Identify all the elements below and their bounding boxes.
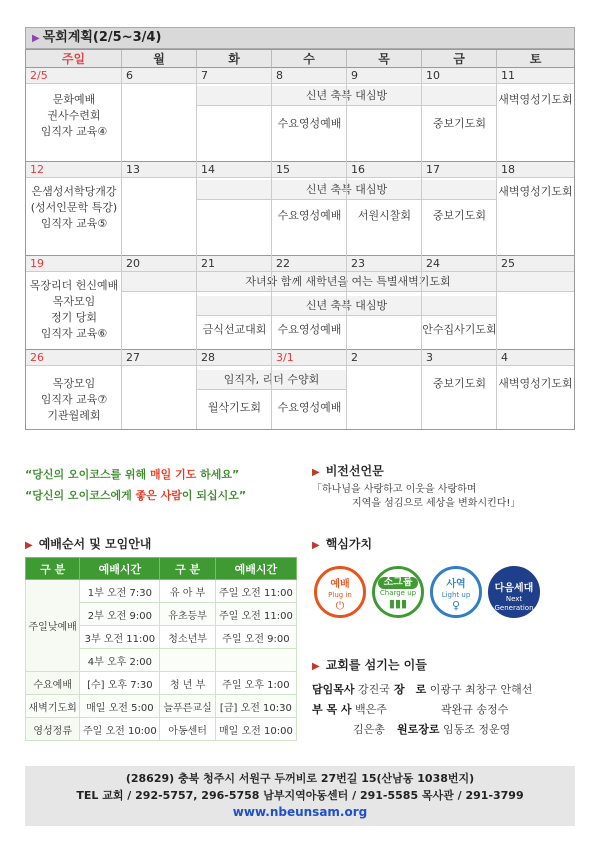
sunday-event: 임직자 교육⑤ [40, 217, 108, 230]
sunday-event: 문화예배 [52, 93, 96, 106]
date-cell: 14 [197, 162, 272, 178]
core-value-next-generation [488, 566, 540, 618]
date-cell: 17 [422, 162, 497, 178]
table-cell: 주일 오전 11:00 [215, 603, 296, 626]
calendar-title-bar [25, 27, 575, 49]
quote-line-1 [25, 466, 239, 482]
sunday-event: 권사수련회 [47, 109, 101, 122]
table-cell: [수] 오후 7:30 [80, 672, 160, 695]
sunday-event: 정기 당회 [50, 311, 97, 324]
plug-icon: ⏻ [335, 599, 345, 612]
day-header-fri: 금 [422, 50, 497, 68]
date-cell: 2 [347, 350, 422, 366]
date-cell: 18 [497, 162, 574, 178]
saturday-event: 새벽영성기도회 [498, 377, 573, 390]
column-divider [197, 68, 272, 429]
table-row [26, 718, 297, 741]
date-cell: 3 [422, 350, 497, 366]
vision-line: 「하나님을 사랑하고 이웃을 사랑하며 [312, 484, 477, 495]
date-cell: 25 [497, 256, 574, 272]
table-cell [160, 649, 215, 672]
table-cell: 주일 오전 9:00 [215, 626, 296, 649]
person-name: 강진국 [358, 683, 390, 696]
sunday-event: 기관월례회 [47, 409, 101, 422]
table-row [26, 672, 297, 695]
quote-text: “당신의 오이코스에게 [25, 489, 136, 502]
core-values-header [312, 535, 372, 552]
role-label: 장 로 [394, 683, 427, 696]
quote-text: 이 되십시오” [181, 489, 247, 502]
date-cell: 3/1 [272, 350, 347, 366]
table-cell: 유 아 부 [160, 580, 215, 603]
sunday-event: 임직자 교육④ [40, 125, 108, 138]
event-band: 자녀와 함께 새학년을 여는 특별새벽기도회 [122, 272, 574, 292]
person-name: 곽완규 송정수 [441, 703, 509, 716]
table-cell: 3부 오전 11:00 [80, 626, 160, 649]
date-cell: 19 [26, 256, 122, 272]
date-cell: 6 [122, 68, 197, 84]
triangle-bullet-icon: ▶ [32, 33, 40, 44]
wednesday-event: 수요영성예배 [277, 117, 342, 130]
person-name: 김은총 [353, 723, 385, 736]
date-cell: 24 [422, 256, 497, 272]
schedule-table [25, 557, 297, 741]
table-row [26, 580, 297, 603]
date-cell: 27 [122, 350, 197, 366]
date-cell: 13 [122, 162, 197, 178]
table-cell: 새벽기도회 [26, 695, 80, 718]
vision-line: 지역을 섬김으로 세상을 변화시킨다!」 [352, 498, 521, 509]
wednesday-event: 수요영성예배 [277, 323, 342, 336]
person-name: 임동조 정운영 [443, 723, 511, 736]
core-values-title: 핵심가치 [325, 537, 373, 551]
triangle-bullet-icon: ▶ [25, 540, 33, 551]
tuesday-event: 월삭기도회 [207, 401, 262, 414]
column-header: 구 분 [160, 558, 215, 580]
event-band: 임직자, 리더 수양회 [197, 370, 347, 390]
table-cell: 청소년부 [160, 626, 215, 649]
table-cell: 주일 오전 10:00 [80, 718, 160, 741]
table-cell: 영성정류 [26, 718, 80, 741]
vision-title: 비전선언문 [325, 464, 384, 478]
date-cell: 28 [197, 350, 272, 366]
wednesday-event: 수요영성예배 [277, 401, 342, 414]
person-name: 이광구 최창구 안해선 [429, 683, 533, 696]
date-cell: 22 [272, 256, 347, 272]
column-divider [122, 68, 197, 429]
column-divider [272, 68, 347, 429]
sunday-event: 목장모임 [52, 377, 96, 390]
date-cell: 8 [272, 68, 347, 84]
table-cell: 유초등부 [160, 603, 215, 626]
table-cell: 늘푸른교실 [160, 695, 215, 718]
day-header-thu: 목 [347, 50, 422, 68]
vision-header [312, 462, 384, 479]
core-value-label: 소그룹 [378, 577, 418, 589]
core-value-subtitle: Next Generation [494, 595, 534, 612]
quote-line-2 [25, 487, 246, 503]
saturday-event: 새벽영성기도회 [498, 93, 573, 106]
quote-text: “당신의 오이코스를 위해 [25, 468, 150, 481]
date-cell: 21 [197, 256, 272, 272]
date-cell: 11 [497, 68, 574, 84]
core-value-label: 예배 [330, 579, 350, 590]
date-cell: 4 [497, 350, 574, 366]
table-cell: 매일 오전 10:00 [215, 718, 296, 741]
triangle-bullet-icon: ▶ [312, 540, 320, 551]
column-header: 예배시간 [80, 558, 160, 580]
quote-highlight: 좋은 사람 [135, 489, 182, 502]
servants-title: 교회를 섬기는 이들 [325, 658, 427, 672]
triangle-bullet-icon: ▶ [312, 467, 320, 478]
date-cell: 26 [26, 350, 122, 366]
table-cell: 매일 오전 5:00 [80, 695, 160, 718]
servants-header [312, 656, 427, 673]
column-header: 구 분 [26, 558, 80, 580]
table-cell: 주일 오전 11:00 [215, 580, 296, 603]
date-cell: 2/5 [26, 68, 122, 84]
core-value-label: 다음세대 [494, 583, 534, 594]
role-label: 원로장로 [397, 723, 440, 736]
table-row [26, 695, 297, 718]
date-cell: 12 [26, 162, 122, 178]
friday-event: 안수집사기도회 [422, 323, 497, 336]
event-band: 신년 축복 대심방 [197, 296, 497, 316]
triangle-bullet-icon: ▶ [312, 661, 320, 672]
core-value-label: 사역 [446, 579, 466, 590]
table-cell: 2부 오전 9:00 [80, 603, 160, 626]
wednesday-event: 수요영성예배 [277, 209, 342, 222]
column-divider [26, 68, 122, 429]
core-value-subtitle: Charge up [379, 589, 417, 597]
column-divider [422, 68, 497, 429]
date-cell: 10 [422, 68, 497, 84]
saturday-event: 새벽영성기도회 [498, 185, 573, 198]
table-cell [215, 649, 296, 672]
senior-pastor [312, 681, 390, 697]
column-header: 예배시간 [215, 558, 296, 580]
footer-address: (28629) 충북 청주시 서원구 두꺼비로 27번길 15(산남동 1038번지) [125, 772, 475, 785]
table-cell: 아동센터 [160, 718, 215, 741]
day-header-sat: 토 [497, 50, 574, 68]
sunday-event: 은샘성서학당개강 [31, 185, 117, 198]
footer-website-link[interactable]: www.nbeunsam.org [232, 805, 368, 819]
associate-pastor [312, 701, 387, 717]
sunday-event: 목자모임 [52, 295, 96, 308]
core-value-subtitle: Light up [441, 591, 471, 599]
sunday-event: 목장리더 헌신예배 [29, 279, 119, 292]
person-name: 백은주 [355, 703, 387, 716]
core-value-worship [314, 566, 366, 618]
tuesday-event: 금식선교대회 [202, 323, 267, 336]
table-cell: [금] 오전 10:30 [215, 695, 296, 718]
core-value-subtitle: Plug in [328, 591, 352, 599]
quote-text: 하세요” [196, 468, 240, 481]
role-label: 부 목 사 [312, 703, 352, 716]
core-value-smallgroup [372, 566, 424, 618]
core-value-ministry [430, 566, 482, 618]
event-band: 신년 축복 대심방 [197, 180, 497, 200]
sunday-event: 임직자 교육⑦ [40, 393, 108, 406]
day-header-mon: 월 [122, 50, 197, 68]
calendar-title: 목회계획(2/5~3/4) [42, 30, 162, 45]
quote-highlight: 매일 기도 [149, 468, 197, 481]
table-cell: 1부 오전 7:30 [80, 580, 160, 603]
footer [25, 766, 575, 826]
date-cell: 23 [347, 256, 422, 272]
table-cell: 4부 오후 2:00 [80, 649, 160, 672]
date-cell: 20 [122, 256, 197, 272]
table-cell: 주일 오후 1:00 [215, 672, 296, 695]
date-cell: 9 [347, 68, 422, 84]
day-header-sun: 주일 [26, 50, 122, 68]
elders [394, 681, 532, 697]
schedule-header [25, 535, 151, 552]
day-header-tue: 화 [197, 50, 272, 68]
column-divider [347, 68, 422, 429]
role-label: 담임목사 [312, 683, 355, 696]
friday-event: 중보기도회 [432, 209, 487, 222]
vision-statement [312, 483, 520, 511]
battery-icon: ▮▮▮ [388, 597, 408, 610]
friday-event: 중보기도회 [432, 117, 487, 130]
schedule-title: 예배순서 및 모임안내 [38, 537, 152, 551]
table-cell: 수요예배 [26, 672, 80, 695]
calendar-grid [25, 49, 575, 430]
footer-phone: TEL 교회 / 292-5757, 296-5758 남부지역아동센터 / 291-5585 목사관 / 291-3799 [76, 789, 524, 802]
table-cell: 주일낮예배 [26, 580, 80, 672]
table-header-row [26, 558, 297, 580]
thursday-event: 서원시찰회 [357, 209, 412, 222]
event-band: 신년 축복 대심방 [197, 86, 497, 106]
friday-event: 중보기도회 [432, 377, 487, 390]
date-cell: 15 [272, 162, 347, 178]
date-cell: 7 [197, 68, 272, 84]
sunday-event: (성서인문학 특강) [30, 201, 118, 214]
day-header-wed: 수 [272, 50, 347, 68]
sunday-event: 임직자 교육⑥ [40, 327, 108, 340]
bulb-icon: ♀ [451, 599, 461, 612]
table-cell: 청 년 부 [160, 672, 215, 695]
date-cell: 16 [347, 162, 422, 178]
emeritus-elders [397, 721, 510, 737]
